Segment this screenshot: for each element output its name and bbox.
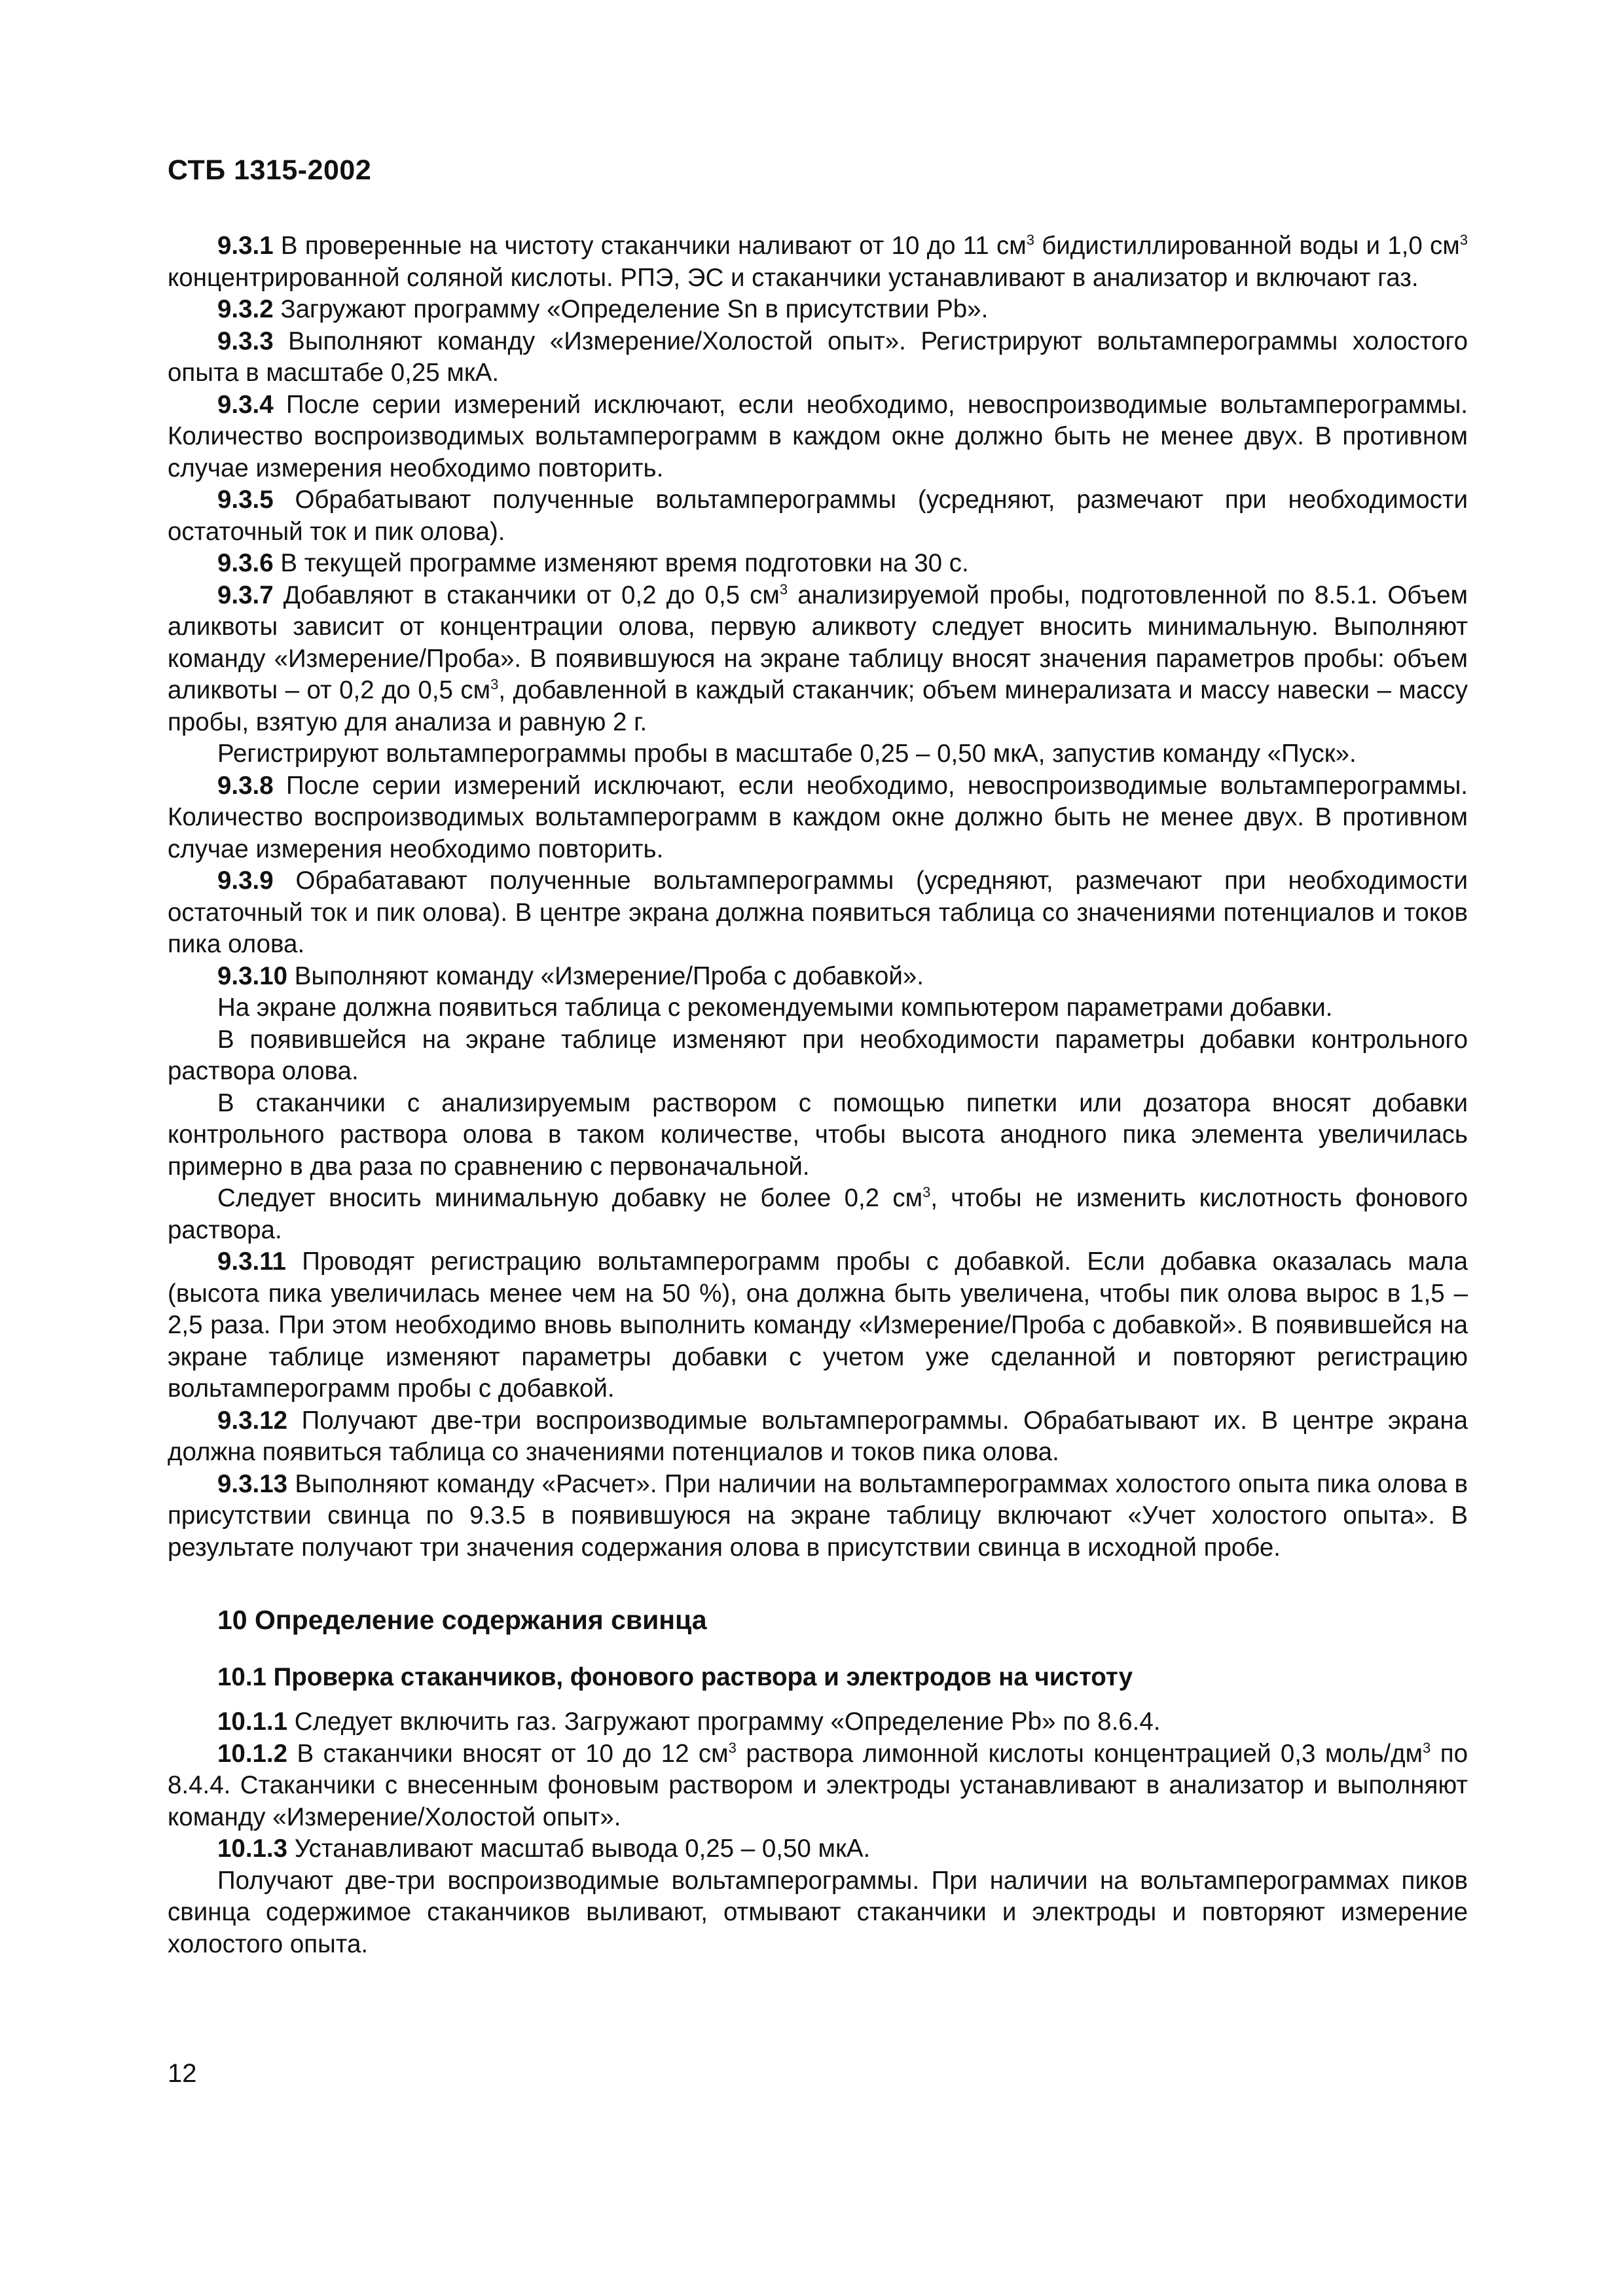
section-9-3-paragraphs	[168, 230, 1468, 1564]
paragraph-text: В проверенные на чистоту стаканчики наливают от 10 до 11 см	[273, 232, 1027, 260]
superscript: 3	[779, 581, 788, 598]
paragraph-text: Получают две-три воспроизводимые вольтамперограммы. Обрабатывают их. В центре экрана должна появиться таблица со значениями потенциалов и токов пика олова.	[168, 1406, 1468, 1466]
paragraph-text: бидистиллированной воды и 1,0 см	[1034, 232, 1460, 260]
clause-number: 9.3.7	[217, 581, 274, 609]
page-number: 12	[168, 2059, 197, 2088]
subsection-heading: 10.1 Проверка стаканчиков, фонового раствора и электродов на чистоту	[217, 1663, 1133, 1691]
paragraph-text: После серии измерений исключают, если необходимо, невоспроизводимые вольтамперограммы. Количество воспроизводимых вольтамперограмм в каждом окне должно быть не менее двух. В противном случае измерения необходимо повторить.	[168, 771, 1468, 863]
clause-number: 9.3.5	[217, 486, 274, 514]
clause-number: 9.3.1	[217, 232, 274, 260]
clause-number: 9.3.9	[217, 867, 274, 895]
clause-number: 9.3.10	[217, 961, 288, 990]
paragraph	[168, 1706, 1468, 1738]
paragraph-text: Устанавливают масштаб вывода 0,25 – 0,50 мкА.	[287, 1835, 871, 1863]
paragraph-text: раствора лимонной кислоты концентрацией 0,3 моль/дм	[736, 1739, 1423, 1768]
paragraph	[168, 548, 1468, 580]
paragraph	[168, 770, 1468, 866]
paragraph	[168, 992, 1468, 1024]
paragraph-text: После серии измерений исключают, если необходимо, невоспроизводимые вольтамперограммы. Количество воспроизводимых вольтамперограмм в каждом окне должно быть не менее двух. В противном случае измерения необходимо повторить.	[168, 390, 1468, 482]
superscript: 3	[922, 1184, 931, 1201]
clause-number: 9.3.11	[217, 1247, 286, 1276]
paragraph	[168, 961, 1468, 993]
clause-number: 9.3.2	[217, 295, 274, 323]
section-heading: 10 Определение содержания свинца	[217, 1605, 707, 1635]
superscript: 3	[490, 676, 499, 693]
clause-number: 9.3.3	[217, 327, 274, 355]
paragraph	[168, 865, 1468, 961]
paragraph-text: В стаканчики с анализируемым раствором с помощью пипетки или дозатора вносят добавки контрольного раствора олова в таком количестве, чтобы высота анодного пика элемента увеличилась примерно в два раза по сравнению с первоначальной.	[168, 1088, 1468, 1181]
paragraph	[168, 738, 1468, 770]
paragraph-text: Загружают программу «Определение Sn в присутствии Pb».	[273, 295, 989, 323]
clause-number: 10.1.2	[217, 1739, 288, 1768]
paragraph-text: концентрированной соляной кислоты. РПЭ, ЭС и стаканчики устанавливают в анализатор и включают газ.	[168, 263, 1419, 292]
paragraph-text: Проводят регистрацию вольтамперограмм пробы с добавкой. Если добавка оказалась мала (высота пика увеличилась менее чем на 50 %), она должна быть увеличена, чтобы пик олова вырос в 1,5 – 2,5 раза. При этом необходимо вновь выполнить команду «Измерение/Проба с добавкой». В появившейся на экране таблице изменяют параметры добавки с учетом уже сделанной и повторяют регистрацию вольтамперограмм пробы с добавкой.	[168, 1247, 1468, 1403]
paragraph-text: Выполняют команду «Измерение/Холостой опыт». Регистрируют вольтамперограммы холостого опыта в масштабе 0,25 мкА.	[168, 327, 1468, 387]
paragraph	[168, 1183, 1468, 1246]
paragraph-text: Выполняют команду «Измерение/Проба с добавкой».	[287, 961, 924, 990]
superscript: 3	[1423, 1739, 1431, 1756]
paragraph-text: В стаканчики вносят от 10 до 12 см	[287, 1739, 729, 1768]
paragraph	[168, 389, 1468, 485]
paragraph	[168, 294, 1468, 326]
superscript: 3	[1026, 232, 1034, 249]
paragraph	[168, 1088, 1468, 1183]
paragraph	[168, 1833, 1468, 1865]
paragraph-text: На экране должна появиться таблица с рекомендуемыми компьютером параметрами добавки.	[217, 994, 1333, 1022]
paragraph-text: , добавленной в каждый стаканчик; объем минерализата и массу навески – массу пробы, взятую для анализа и равную 2 г.	[168, 676, 1468, 736]
paragraph-text: Регистрируют вольтамперограммы пробы в масштабе 0,25 – 0,50 мкА, запустив команду «Пуск».	[217, 740, 1357, 768]
paragraph-text: анализируемой пробы, подготовленной по 8.5.1. Объем аликвоты зависит от концентрации олова, первую аликвоту следует вносить минимальную. Выполняют команду «Измерение/Проба». В появившуюся на экране таблицу вносят значения параметров пробы: объем аликвоты – от 0,2 до 0,5 см	[168, 581, 1468, 704]
paragraph	[168, 580, 1468, 739]
paragraph	[168, 1469, 1468, 1564]
paragraph-text: Получают две-три воспроизводимые вольтамперограммы. При наличии на вольтамперограммах пиков свинца содержимое стаканчиков выливают, отмывают стаканчики и электроды и повторяют измерение холостого опыта.	[168, 1866, 1468, 1958]
document-header: СТБ 1315-2002	[168, 154, 372, 186]
document-body	[168, 230, 1468, 1960]
paragraph	[168, 484, 1468, 548]
paragraph-text: Обрабатавают полученные вольтамперограммы (усредняют, размечают при необходимости остаточный ток и пик олова). В центре экрана должна появиться таблица со значениями потенциалов и токов пика олова.	[168, 867, 1468, 958]
paragraph	[168, 1865, 1468, 1961]
clause-number: 9.3.6	[217, 549, 274, 577]
paragraph-text: Обрабатывают полученные вольтамперограммы (усредняют, размечают при необходимости остаточный ток и пик олова).	[168, 486, 1468, 546]
clause-number: 9.3.12	[217, 1406, 288, 1435]
paragraph-text: В появившейся на экране таблице изменяют при необходимости параметры добавки контрольного раствора олова.	[168, 1025, 1468, 1085]
paragraph	[168, 326, 1468, 389]
clause-number: 10.1.1	[217, 1708, 288, 1736]
paragraph	[168, 1024, 1468, 1088]
superscript: 3	[1459, 232, 1468, 249]
paragraph-text: по 8.4.4. Стаканчики с внесенным фоновым раствором и электроды устанавливают в анализатор и выполняют команду «Измерение/Холостой опыт».	[168, 1739, 1468, 1831]
paragraph	[168, 1246, 1468, 1405]
clause-number: 9.3.13	[217, 1469, 288, 1498]
paragraph-text: Следует вносить минимальную добавку не более 0,2 см	[217, 1184, 923, 1212]
paragraph-text: Выполняют команду «Расчет». При наличии на вольтамперограммах холостого опыта пика олова в присутствии свинца по 9.3.5 в появившуюся на экране таблицу включают «Учет холостого опыта». В результате получают три значения содержания олова в присутствии свинца в исходной пробе.	[168, 1469, 1468, 1562]
paragraph	[168, 1405, 1468, 1469]
paragraph-text: Добавляют в стаканчики от 0,2 до 0,5 см	[273, 581, 780, 609]
clause-number: 9.3.8	[217, 771, 274, 800]
superscript: 3	[728, 1739, 737, 1756]
paragraph-text: Следует включить газ. Загружают программу «Определение Pb» по 8.6.4.	[287, 1708, 1161, 1736]
paragraph	[168, 230, 1468, 294]
paragraph	[168, 1738, 1468, 1834]
section-10-1-paragraphs	[168, 1706, 1468, 1960]
clause-number: 9.3.4	[217, 390, 274, 419]
clause-number: 10.1.3	[217, 1835, 288, 1863]
paragraph-text: В текущей программе изменяют время подготовки на 30 с.	[273, 549, 969, 577]
paragraph-text: , чтобы не изменить кислотность фонового раствора.	[168, 1184, 1468, 1244]
